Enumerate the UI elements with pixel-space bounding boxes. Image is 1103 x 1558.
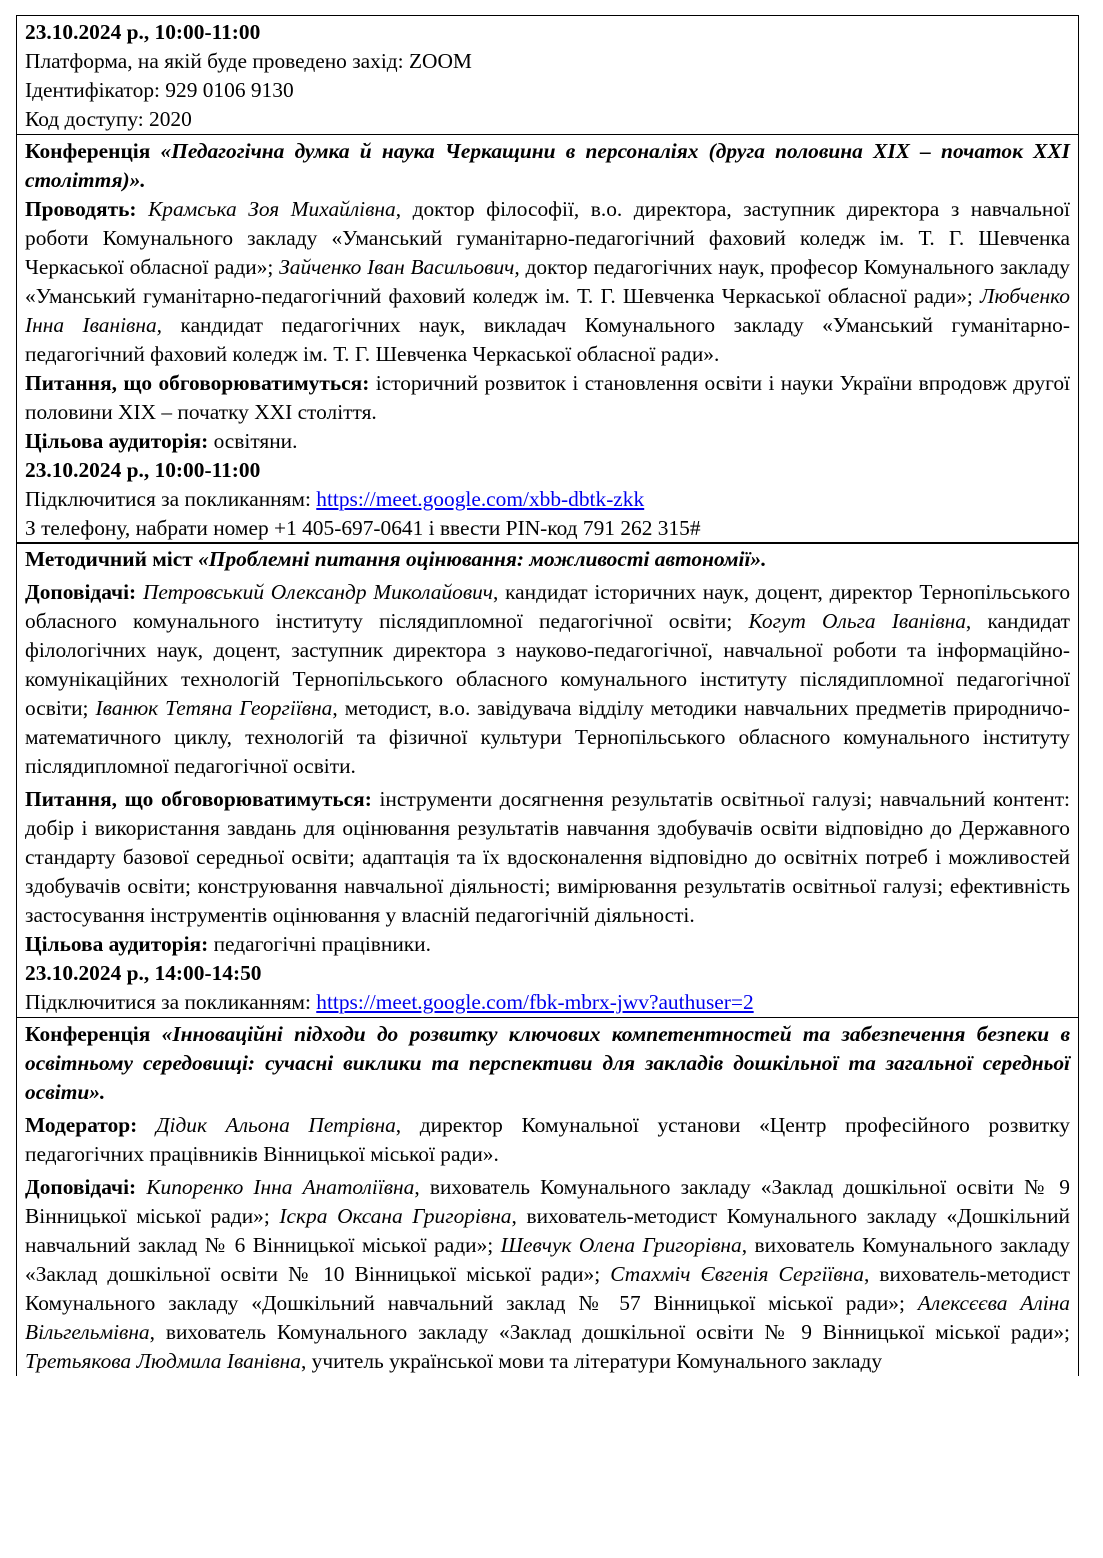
event-cell-methodical-bridge <box>16 542 1079 1018</box>
event-cell-zoom <box>16 15 1079 135</box>
platform-line: Платформа, на якій буде проведено захід: ZOOM <box>25 49 472 73</box>
meet-link[interactable]: https://meet.google.com/fbk-mbrx-jwv?authuser=2 <box>316 990 754 1014</box>
event-cell-conference-cherkasy <box>16 134 1079 544</box>
event-time: 23.10.2024 р., 14:00-14:50 <box>25 961 262 985</box>
speakers-paragraph: Доповідачі: Кипоренко Інна Анатоліївна, вихователь Комунального закладу «Заклад дошкільної освіти № 9 Вінницької міської ради»; Іскра Оксана Григорівна, вихователь-методист Комунального закладу «Дошкільний навчальний заклад № 6 Вінницької міської ради»; Шевчук Олена Григорівна, вихователь Комунального закладу «Заклад дошкільної освіти № 10 Вінницької міської ради»; Стахміч Євгенія Сергіївна, вихователь-методист Комунального закладу «Дошкільний навчальний заклад № 57 Вінницької міської ради»; Алексєєва Аліна Вільгельмівна, вихователь Комунального закладу «Заклад дошкільної освіти № 9 Вінницької міської ради»; Третьякова Людмила Іванівна, учитель української мови та літератури Комунального закладу <box>25 1174 1070 1373</box>
access-code: Код доступу: 2020 <box>25 107 192 131</box>
issues-paragraph: Питання, що обговорюватимуться: інструменти досягнення результатів освітньої галузі; навчальний контент: добір і використання завдань для оцінювання результатів навчання здобувачів освіти відповідно до Державного стандарту базової середньої освіти; адаптація та їх вдосконалення відповідно до освітніх потреб і можливостей здобувачів освіти; конструювання навчальної діяльності; вимірювання результатів освітньої галузі; ефективність застосування інструментів оцінювання у власній педагогічній діяльності. <box>25 787 1070 927</box>
event-time: 23.10.2024 р., 10:00-11:00 <box>25 20 261 44</box>
moderator-paragraph: Модератор: Дідик Альона Петрівна, директор Комунальної установи «Центр професійного розвитку педагогічних працівників Вінницької міської ради». <box>25 1112 1070 1166</box>
phone-paragraph: З телефону, набрати номер +1 405-697-0641 і ввести PIN-код 791 262 315# <box>25 515 701 540</box>
event-cell-conference-vinnytsia <box>16 1017 1079 1376</box>
audience-paragraph: Цільова аудиторія: педагогічні працівники. <box>25 932 431 956</box>
document-table <box>16 15 1079 1376</box>
event-time: 23.10.2024 р., 10:00-11:00 <box>25 457 261 482</box>
link-paragraph: Підключитися за покликанням: https://meet.google.com/fbk-mbrx-jwv?authuser=2 <box>25 990 754 1014</box>
audience-paragraph: Цільова аудиторія: освітяни. <box>25 428 298 453</box>
event-title: Конференція «Інноваційні підходи до розвитку ключових компетентностей та забезпечення безпеки в освітньому середовищі: сучасні виклики та перспективи для закладів дошкільної та загальної середньої освіти». <box>25 1021 1070 1104</box>
hosts-paragraph: Проводять: Крамська Зоя Михайлівна, доктор філософії, в.о. директора, заступник директора з навчальної роботи Комунального закладу «Уманський гуманітарно-педагогічний фаховий коледж ім. Т. Г. Шевченка Черкаської обласної ради»; Зайченко Іван Васильович, доктор педагогічних наук, професор Комунального закладу «Уманський гуманітарно-педагогічний фаховий коледж ім. Т. Г. Шевченка Черкаської обласної ради»; Любченко Інна Іванівна, кандидат педагогічних наук, викладач Комунального закладу «Уманський гуманітарно-педагогічний фаховий коледж ім. Т. Г. Шевченка Черкаської обласної ради». <box>25 196 1071 366</box>
meeting-id: Ідентифікатор: 929 0106 9130 <box>25 78 294 102</box>
event-title: Методичний міст «Проблемні питання оцінювання: можливості автономії». <box>25 547 767 571</box>
event-title: Конференція «Педагогічна думка й наука Черкащини в персоналіях (друга половина XIX – початок XXI століття)». <box>25 138 1070 192</box>
issues-paragraph: Питання, що обговорюватимуться: історичний розвиток і становлення освіти і науки України впродовж другої половини XIX – початку XXI століття. <box>25 370 1070 424</box>
speakers-paragraph: Доповідачі: Петровський Олександр Миколайович, кандидат історичних наук, доцент, директор Тернопільського обласного комунального інституту післядипломної педагогічної освіти; Когут Ольга Іванівна, кандидат філологічних наук, доцент, заступник директора з науково-педагогічної, навчальної роботи та інформаційно-комунікаційних технологій Тернопільського обласного комунального інституту післядипломної педагогічної освіти; Іванюк Тетяна Георгіївна, методист, в.о. завідувача відділу методики навчальних предметів природничо-математичного циклу, технологій та фізичної культури Тернопільського обласного комунального інституту післядипломної педагогічної освіти. <box>25 580 1071 778</box>
meet-link[interactable]: https://meet.google.com/xbb-dbtk-zkk <box>316 486 645 511</box>
link-paragraph: Підключитися за покликанням: https://meet.google.com/xbb-dbtk-zkk <box>25 486 645 511</box>
